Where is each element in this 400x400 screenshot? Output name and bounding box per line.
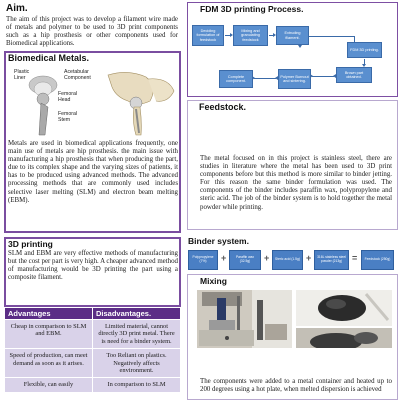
acetabular-label: Acetabular Component — [64, 69, 91, 81]
granulate-photo-bottom — [296, 328, 392, 348]
table-row — [5, 320, 181, 349]
plastic-liner-label: Plastic Liner — [14, 69, 30, 81]
mixing-text: The components were added to a metal container and heated up to 200 degrees using a hot plate, when melted dispersion is achieved — [200, 378, 392, 394]
flow-step-2: Mixing and granulating feedstock — [233, 25, 268, 46]
advantages-header: Advantages — [5, 308, 93, 320]
table-row — [5, 349, 181, 378]
advantages-table — [4, 307, 181, 393]
binder-item-polypropylene: Polypropylene (7%) — [188, 250, 218, 270]
plus-icon: + — [221, 253, 227, 263]
flow-step-1: Deciding formulation of feedstock — [192, 25, 224, 46]
flow-step-6: Polymer Burnout and sintering. — [278, 69, 311, 89]
aim-title: Aim. — [6, 3, 28, 14]
table-cell: Speed of production, can meet demand as soon as it arises. — [5, 349, 93, 378]
hip-prosthesis-image — [8, 67, 178, 137]
fdm-title: FDM 3D printing Process. — [200, 4, 304, 14]
binder-item-feedstock: Feedstock (250g) — [361, 250, 394, 270]
binder-item-paraffin: Paraffin wax (32.5g) — [229, 250, 261, 270]
arrow-left-icon — [312, 76, 334, 77]
binder-title: Binder system. — [188, 236, 249, 246]
table-cell: Cheap in comparison to SLM and EBM. — [5, 320, 93, 349]
biomedical-title: Biomedical Metals. — [8, 53, 90, 63]
table-row — [5, 378, 181, 392]
arrow-down-icon — [364, 59, 365, 65]
binder-item-steric: Steric acid (1.5g) — [272, 250, 303, 270]
binder-item-steel-powder: 316L stainless steel powder (213g) — [314, 250, 349, 270]
flow-step-5: Brown part obtained. — [336, 67, 372, 83]
mixing-title: Mixing — [200, 276, 227, 286]
feedstock-title: Feedstock. — [199, 102, 247, 112]
printing-title: 3D printing — [8, 239, 53, 249]
granulate-photo-top — [296, 290, 392, 326]
flow-step-3: Extruding filament. — [276, 26, 309, 45]
feedstock-text: The metal focused on in this project is stainless steel, there are studies in literature where the metal has been used to 3D print components before but this method is more similar to binder jetting. For this reason the same binder formulation was used. The components of the binder includes paraffin wax, polypropylene and steric acid. The job of the binder system is to hold together the metal powder while printing. — [200, 155, 392, 211]
plus-icon: + — [264, 253, 270, 263]
biomedical-text: Metals are used in biomedical applications frequently, one main use of metals are hip prosthesis. the main issue with manufacturing a hip prosthesis that when producing the part, due to its complex shape and the varying sizes of patients, it has to be produced using advanced methods. The advanced processing methods that are commonly used includes selective laser melting (SLM) and electron beam melting (EBM). — [8, 140, 178, 204]
flow-step-7: Complete component. — [219, 70, 253, 88]
aim-text: The aim of this project was to develop a filament wire made of metals and polymer to be used to 3D print components such as a hip prosthesis or other components used for Biomedical applications. — [6, 16, 178, 48]
disadvantages-header: Disadvantages. — [93, 308, 181, 320]
arrow-right-icon — [225, 35, 231, 36]
femoral-stem-label: Femoral Stem — [58, 111, 78, 123]
arrow-left-icon — [254, 78, 276, 79]
table-cell: Too Reliant on plastics. Negatively affects environment. — [93, 349, 181, 378]
printing-text: SLM and EBM are very effective methods of manufacturing but the cost per part is very high. A cheaper advanced method of manufacturing would be 3D printing the part using a composite filament. — [8, 250, 178, 282]
table-cell: Limited material, cannot directly 3D print metal. There is need for a binder system. — [93, 320, 181, 349]
equals-icon: = — [352, 253, 358, 263]
arrow-right-icon — [269, 35, 274, 36]
flow-step-4: FDM 3D printing. — [347, 42, 382, 58]
femoral-head-label: Femoral Head — [58, 91, 78, 103]
table-cell: In comparison to SLM — [93, 378, 181, 392]
mixer-photo — [197, 290, 292, 348]
plus-icon: + — [306, 253, 312, 263]
table-cell: Flexible, can easily — [5, 378, 93, 392]
